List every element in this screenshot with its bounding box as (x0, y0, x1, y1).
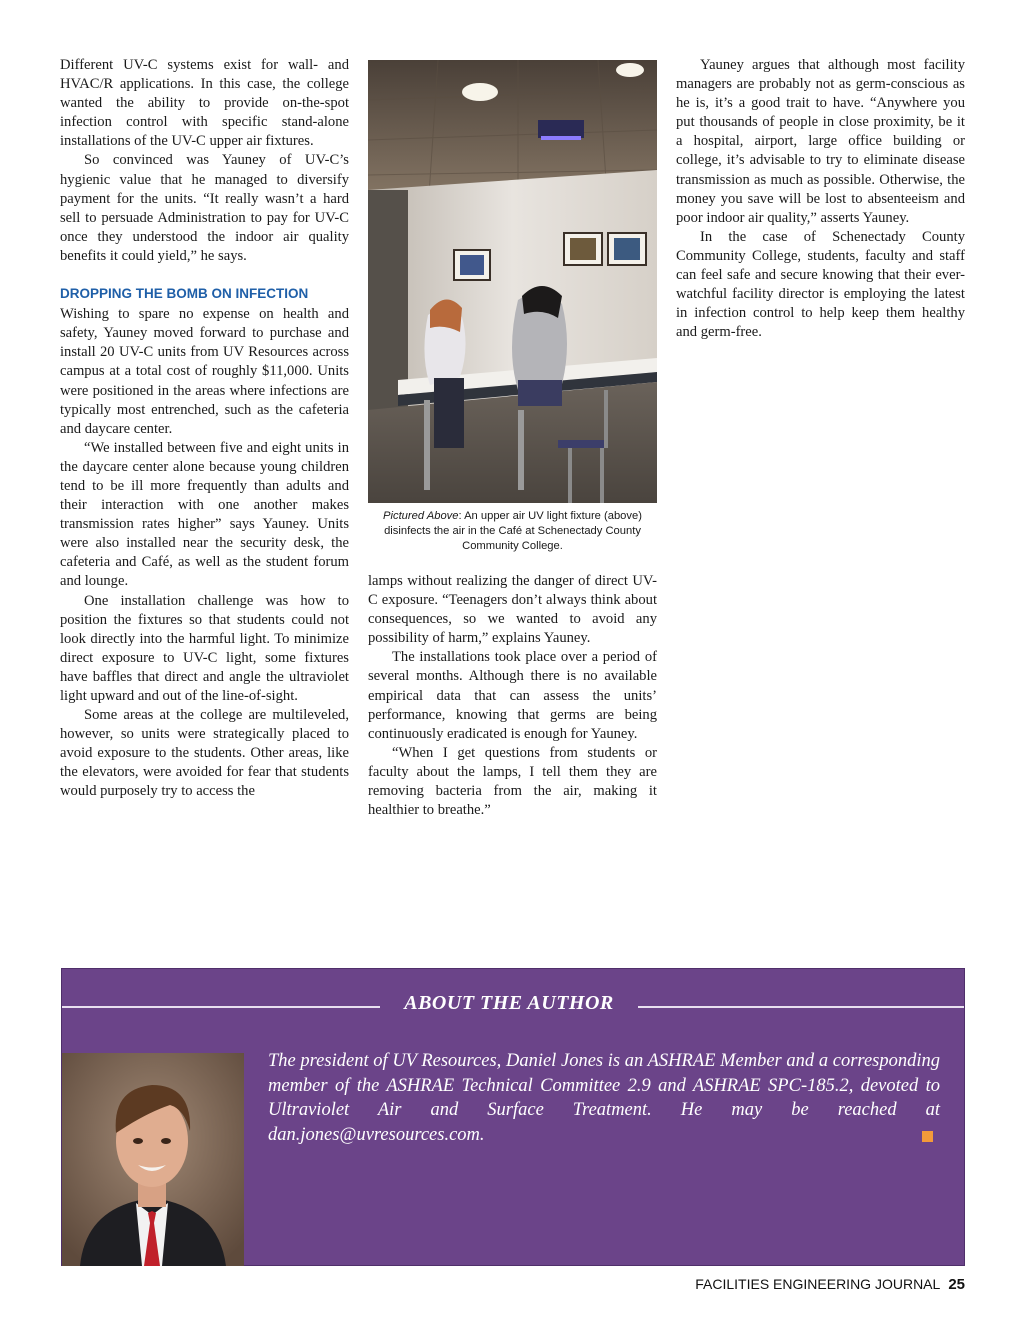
article-column-right (676, 56, 965, 342)
section-heading: DROPPING THE BOMB ON INFECTION (60, 286, 309, 302)
end-of-article-square-icon (922, 1131, 933, 1142)
paragraph: Different UV-C systems exist for wall- and HVAC/R applications. In this case, the college wanted the ability to provide on-the-spot infection control with specific stand-alone installations of the UV-C upper air fixtures. (60, 57, 349, 150)
author-headshot (62, 1053, 244, 1266)
paragraph: “When I get questions from students or faculty about the lamps, I tell them they are removing bacteria from the air, making it healthier to breathe.” (368, 744, 657, 819)
author-heading: ABOUT THE AUTHOR (404, 992, 614, 1014)
paragraph: Some areas at the college are multileveled, however, so units were strategically placed to avoid exposure to the students. Other areas, like the elevators, were avoided for fear that students would purposely try to access the (60, 707, 349, 800)
author-bio: The president of UV Resources, Daniel Jones is an ASHRAE Member and a corresponding member of the ASHRAE Technical Committee 2.9 and ASHRAE SPC-185.2, devoted to Ultraviolet Air and Surface Treatment. He may be reached at dan.jones@uvresources.com. (268, 1051, 940, 1145)
author-headshot-illustration (62, 1053, 244, 1266)
paragraph: Wishing to spare no expense on health and safety, Yauney moved forward to purchase and install 20 UV-C units from UV Resources across campus at a total cost of roughly $11,000. Units were positioned in the areas where infections are typically most entrenched, such as the cafeteria and daycare center. (60, 306, 349, 437)
author-heading-row (62, 991, 964, 1021)
photo-caption (368, 509, 657, 554)
paragraph: Yauney argues that although most facility managers are probably not as germ-conscious as he is, it’s a good trait to have. “Anywhere you put thousands of people in close proximity, be it a hospital, airport, large office building or college, it’s advisable to try to eliminate disease transmission as much as possible. Otherwise, the money you save will be lost to absenteeism and poor indoor air quality,” asserts Yauney. (676, 57, 965, 226)
paragraph: One installation challenge was how to position the fixtures so that students could not look directly into the harmful light. To minimize direct exposure to UV-C light, some fixtures have baffles that direct and angle the ultraviolet light upward and out of the line-of-sight. (60, 592, 349, 704)
paragraph: So convinced was Yauney of UV-C’s hygienic value that he managed to diversify payment for the units. “It really wasn’t a hard sell to persuade Administration to pay for UV-C once they understood the indoor air quality benefits it could yield,” he says. (60, 152, 349, 264)
paragraph: “We installed between five and eight units in the daycare center alone because young children tend to be ill more frequently than adults and their interaction with one another makes transmission rates higher” says Yauney. Units were also installed near the security desk, the cafeteria and Café, as well as the student forum and lounge. (60, 439, 349, 590)
journal-name: FACILITIES ENGINEERING JOURNAL (695, 1276, 941, 1292)
cafe-photo-illustration (368, 60, 657, 503)
paragraph: In the case of Schenectady County Community College, students, faculty and staff can feel safe and secure knowing that their ever-watchful facility director is employing the latest in infection control to help keep them healthy and germ-free. (676, 228, 965, 341)
cafe-photo (368, 60, 657, 503)
heading-rule-right (638, 1006, 964, 1008)
paragraph: The installations took place over a period of several months. Although there is no available empirical data that can assess the units’ performance, knowing that germs are being continuously eradicated is enough for Yauney. (368, 649, 657, 742)
heading-rule-left (62, 1006, 380, 1008)
page-number: 25 (948, 1276, 965, 1293)
article-column-middle (368, 572, 657, 820)
article-column-left (60, 56, 349, 802)
page-footer (695, 1276, 965, 1293)
about-the-author-box (61, 968, 965, 1266)
caption-label: Pictured Above (383, 510, 459, 522)
caption-text: : An upper air UV light fixture (above) disinfects the air in the Café at Schenectady County Community College. (384, 510, 642, 552)
paragraph: lamps without realizing the danger of direct UV-C exposure. “Teenagers don’t always think about consequences, so we wanted to avoid any possibility of harm,” explains Yauney. (368, 573, 657, 647)
